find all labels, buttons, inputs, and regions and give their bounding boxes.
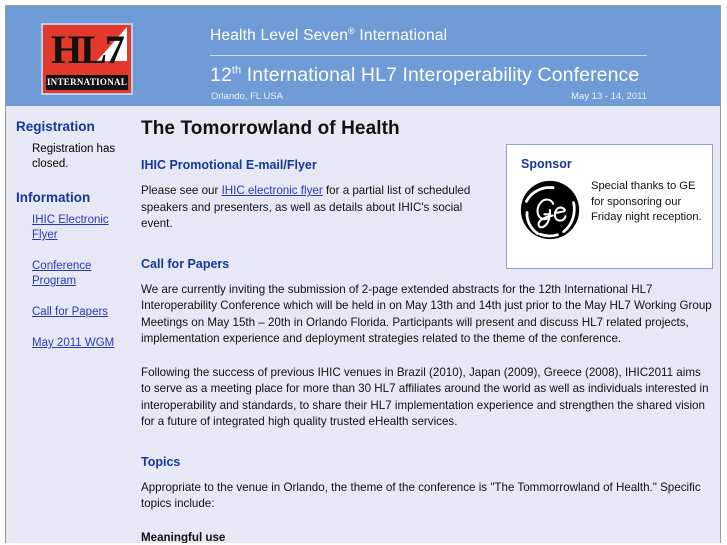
- conference-title-text: International HL7 Interoperability Conference: [241, 64, 640, 86]
- section-text-ihic-promotional: [141, 183, 496, 233]
- sidebar: [6, 106, 136, 543]
- section-text-call-for-papers-2: Following the success of previous IHIC venues in Brazil (2010), Japan (2009), Greece (2008), IHIC2011 aims to serve as a meeting place for more than 30 HL7 affiliates around the world as well as individuals interested in interoperability and standards, to share their HL7 implementation experience and strengthen the shared vision for a future of integrated high quality trusted eHealth services.: [141, 365, 709, 428]
- ihic-text-after-link: for a partial list of scheduled speakers and presenters, as well as details about IHIC's social event.: [141, 184, 471, 230]
- page-body: [6, 106, 720, 543]
- logo-letters: HL7: [51, 27, 123, 72]
- page-title: The Tomorrowland of Health: [141, 118, 400, 139]
- ihic-electronic-flyer-link[interactable]: IHIC electronic flyer: [221, 184, 323, 197]
- conference-title: [210, 64, 639, 87]
- topic-item-meaningful-use: Meaningful use: [141, 530, 226, 543]
- sidebar-item-may-2011-wgm[interactable]: May 2011 WGM: [32, 337, 115, 349]
- conference-ordinal-suffix: th: [231, 64, 242, 77]
- section-text-call-for-papers-1: We are currently inviting the submission of 2-page extended abstracts for the 12th International HL7 Interoperability Conference which will be held in on May 13th and 14th just prior to the May HL7 Working Group Meetings on May 15th – 20th in Orlando Florida. Participants will present and discuss HL7 related projects, implementation experience and deployment strategies related to the theme of the conference.: [141, 282, 712, 345]
- conference-ordinal-number: 12: [210, 64, 232, 86]
- section-heading-topics: Topics: [141, 454, 181, 469]
- section-heading-call-for-papers: Call for Papers: [141, 256, 230, 271]
- page-container: [5, 5, 721, 543]
- sidebar-item-ihic-electronic-flyer[interactable]: IHIC Electronic Flyer: [32, 214, 109, 241]
- sidebar-heading-registration: Registration: [16, 119, 95, 134]
- header-divider: [210, 55, 647, 56]
- section-heading-ihic-promotional: IHIC Promotional E-mail/Flyer: [141, 158, 317, 172]
- registered-trademark-icon: ®: [348, 26, 355, 36]
- organization-name-suffix: International: [354, 27, 448, 45]
- sponsor-body: [519, 179, 712, 241]
- sponsor-title: Sponsor: [521, 157, 572, 171]
- site-header: [6, 6, 720, 106]
- sponsor-box: [506, 144, 713, 269]
- conference-location: Orlando, FL USA: [211, 91, 283, 102]
- hl7-logo[interactable]: [41, 23, 133, 95]
- sidebar-heading-information: Information: [16, 190, 91, 205]
- section-text-topics: Appropriate to the venue in Orlando, the theme of the conference is "The Tommorrowland of Health." Specific topics include:: [141, 480, 701, 510]
- ihic-text-before-link: Please see our: [141, 184, 222, 197]
- ge-logo-icon: [519, 179, 581, 241]
- sidebar-item-call-for-papers[interactable]: Call for Papers: [32, 306, 109, 318]
- conference-dates: May 13 - 14, 2011: [571, 91, 647, 102]
- logo-international-band: INTERNATIONAL: [46, 75, 128, 90]
- main-content: [136, 106, 720, 543]
- organization-name: [210, 26, 447, 45]
- sidebar-registration-note: Registration has closed.: [32, 143, 116, 170]
- sponsor-description: Special thanks to GE for sponsoring our Friday night reception.: [591, 180, 702, 223]
- organization-name-text: Health Level Seven: [210, 27, 349, 45]
- sidebar-item-conference-program[interactable]: Conference Program: [32, 260, 92, 287]
